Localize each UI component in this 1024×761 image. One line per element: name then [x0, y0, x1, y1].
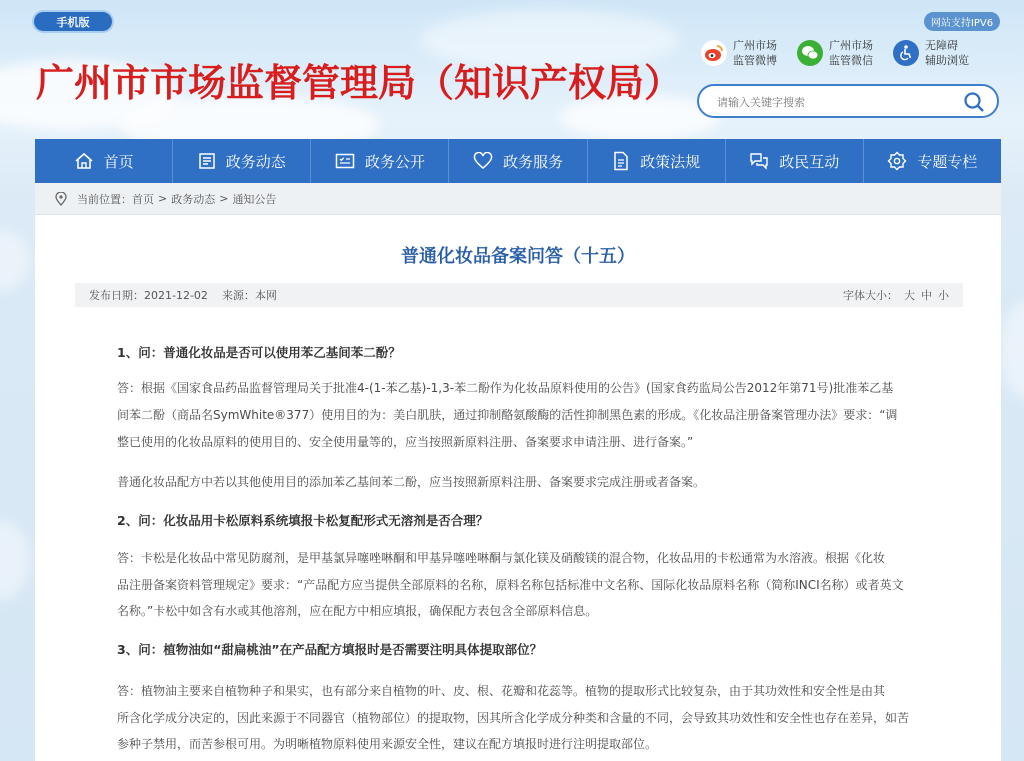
- weibo-label: 广州市场 监管微博: [733, 39, 777, 67]
- answer-1-line-3: 整已使用的化妆品原料的使用目的、安全使用量等的，应当按照新原料注册、备案要求申请注册、进行备案。”: [117, 435, 694, 449]
- topic-icon: [887, 151, 907, 171]
- nav-item-home[interactable]: [35, 139, 173, 183]
- breadcrumb-news[interactable]: 政务动态: [171, 192, 216, 206]
- nav-item-label: 政策法规: [640, 152, 701, 171]
- answer-1-line-1: 答：根据《国家食品药品监督管理局关于批准4-(1-苯乙基)-1,3-苯二酚作为化妆品原料使用的公告》(国家食药监局公告2012年第71号)批准苯乙基: [117, 381, 894, 395]
- source-value: 本网: [254, 289, 277, 302]
- accessibility-icon: [893, 40, 919, 66]
- article-meta: [75, 283, 963, 307]
- answer-2-line-2: 品注册备案资料管理规定》要求：“产品配方应当提供全部原料的名称，原料名称包括标准中文名称、国际化妆品原料名称（简称INCI名称）或者英文: [117, 578, 904, 592]
- nav-item-label: 首页: [103, 152, 134, 171]
- search-icon[interactable]: [963, 91, 985, 113]
- news-icon: [198, 152, 216, 170]
- nav-item-interaction[interactable]: [726, 139, 864, 183]
- font-size-small[interactable]: 小: [938, 289, 949, 302]
- home-icon: [74, 152, 94, 170]
- article-title: 普通化妆品备案问答（十五）: [401, 246, 635, 267]
- document-icon: [612, 151, 630, 171]
- answer-2-line-3: 名称。”卡松中如含有水或其他溶剂，应在配方中相应填报，确保配方表包含全部原料信息。: [117, 604, 598, 618]
- main-nav: [35, 139, 1001, 183]
- location-pin-icon: [55, 192, 67, 206]
- source-label: 来源：: [221, 289, 255, 302]
- font-size-medium[interactable]: 中: [921, 289, 932, 302]
- breadcrumb-home[interactable]: 首页: [132, 192, 154, 206]
- answer-1-paragraph-2: 普通化妆品配方中若以其他使用目的添加苯乙基间苯二酚，应当按照新原料注册、备案要求完成注册或者备案。: [117, 475, 706, 489]
- publish-date: 2021-12-02: [144, 288, 208, 302]
- nav-item-label: 政务公开: [364, 152, 425, 171]
- nav-item-topic[interactable]: [864, 139, 1001, 183]
- nav-item-service[interactable]: [449, 139, 587, 183]
- answer-3-line-2: 所含化学成分决定的，因此来源于不同器官（植物部位）的提取物，因其所含化学成分种类和含量的不同，会导致其功效性和安全性也存在差异，如苦: [117, 711, 910, 725]
- search-input[interactable]: [717, 92, 957, 112]
- breadcrumb-separator: >: [158, 192, 168, 205]
- nav-item-news[interactable]: [173, 139, 311, 183]
- weibo-icon: [701, 40, 727, 66]
- accessibility-label: 无障碍 辅助浏览: [925, 39, 969, 67]
- breadcrumb-separator: >: [219, 192, 229, 205]
- date-label: 发布日期：: [89, 289, 144, 302]
- question-2: 2、问：化妆品用卡松原料系统填报卡松复配形式无溶剂是否合理？: [117, 513, 489, 528]
- weibo-link[interactable]: [701, 38, 787, 68]
- wechat-icon: [797, 40, 823, 66]
- answer-1-line-2: 间苯二酚（商品名SymWhite®377）使用目的为：美白肌肤，通过抑制酪氨酸酶的活性抑制黑色素的形成。《化妆品注册备案管理办法》要求：“调: [117, 408, 898, 422]
- answer-2-line-1: 答：卡松是化妆品中常见防腐剂，是甲基氯异噻唑啉酮和甲基异噻唑啉酮与氯化镁及硝酸镁的混合物，化妆品用的卡松通常为水溶液。根据《化妆: [117, 551, 886, 565]
- question-1: 1、问：普通化妆品是否可以使用苯乙基间苯二酚？: [117, 345, 401, 360]
- answer-3-line-3: 参种子禁用，而苦参根可用。为明晰植物原料使用来源安全性，建议在配方填报时进行注明提取部位。: [117, 737, 658, 751]
- nav-item-label: 政务动态: [225, 152, 286, 171]
- question-3: 3、问：植物油如“甜扁桃油”在产品配方填报时是否需要注明具体提取部位？: [117, 642, 543, 657]
- nav-item-label: 专题专栏: [917, 152, 978, 171]
- accessibility-link[interactable]: [893, 38, 979, 68]
- breadcrumb: [35, 183, 1001, 215]
- interaction-icon: [749, 151, 769, 171]
- search-box: [697, 84, 999, 118]
- wechat-link[interactable]: [797, 38, 883, 68]
- nav-item-open[interactable]: [311, 139, 449, 183]
- ipv6-badge: 网站支持IPV6: [924, 12, 1000, 31]
- nav-item-label: 政务服务: [502, 152, 563, 171]
- nav-item-policy[interactable]: [588, 139, 726, 183]
- wechat-label: 广州市场 监管微信: [829, 39, 873, 67]
- answer-3-line-1: 答：植物油主要来自植物种子和果实，也有部分来自植物的叶、皮、根、花瓣和花蕊等。植物的提取形式比较复杂，由于其功效性和安全性是由其: [117, 684, 886, 698]
- nav-item-label: 政民互动: [779, 152, 840, 171]
- article-container: [35, 215, 1001, 761]
- mobile-version-link[interactable]: 手机版: [34, 12, 112, 31]
- breadcrumb-prefix: 当前位置：: [77, 192, 132, 206]
- breadcrumb-notices[interactable]: 通知公告: [232, 192, 277, 206]
- open-icon: [335, 152, 355, 170]
- site-header: [0, 0, 1024, 138]
- font-size-large[interactable]: 大: [904, 289, 915, 302]
- site-title[interactable]: 广州市市场监督管理局（知识产权局）: [36, 61, 683, 105]
- font-size-label: 字体大小：: [843, 289, 898, 302]
- heart-icon: [473, 152, 493, 170]
